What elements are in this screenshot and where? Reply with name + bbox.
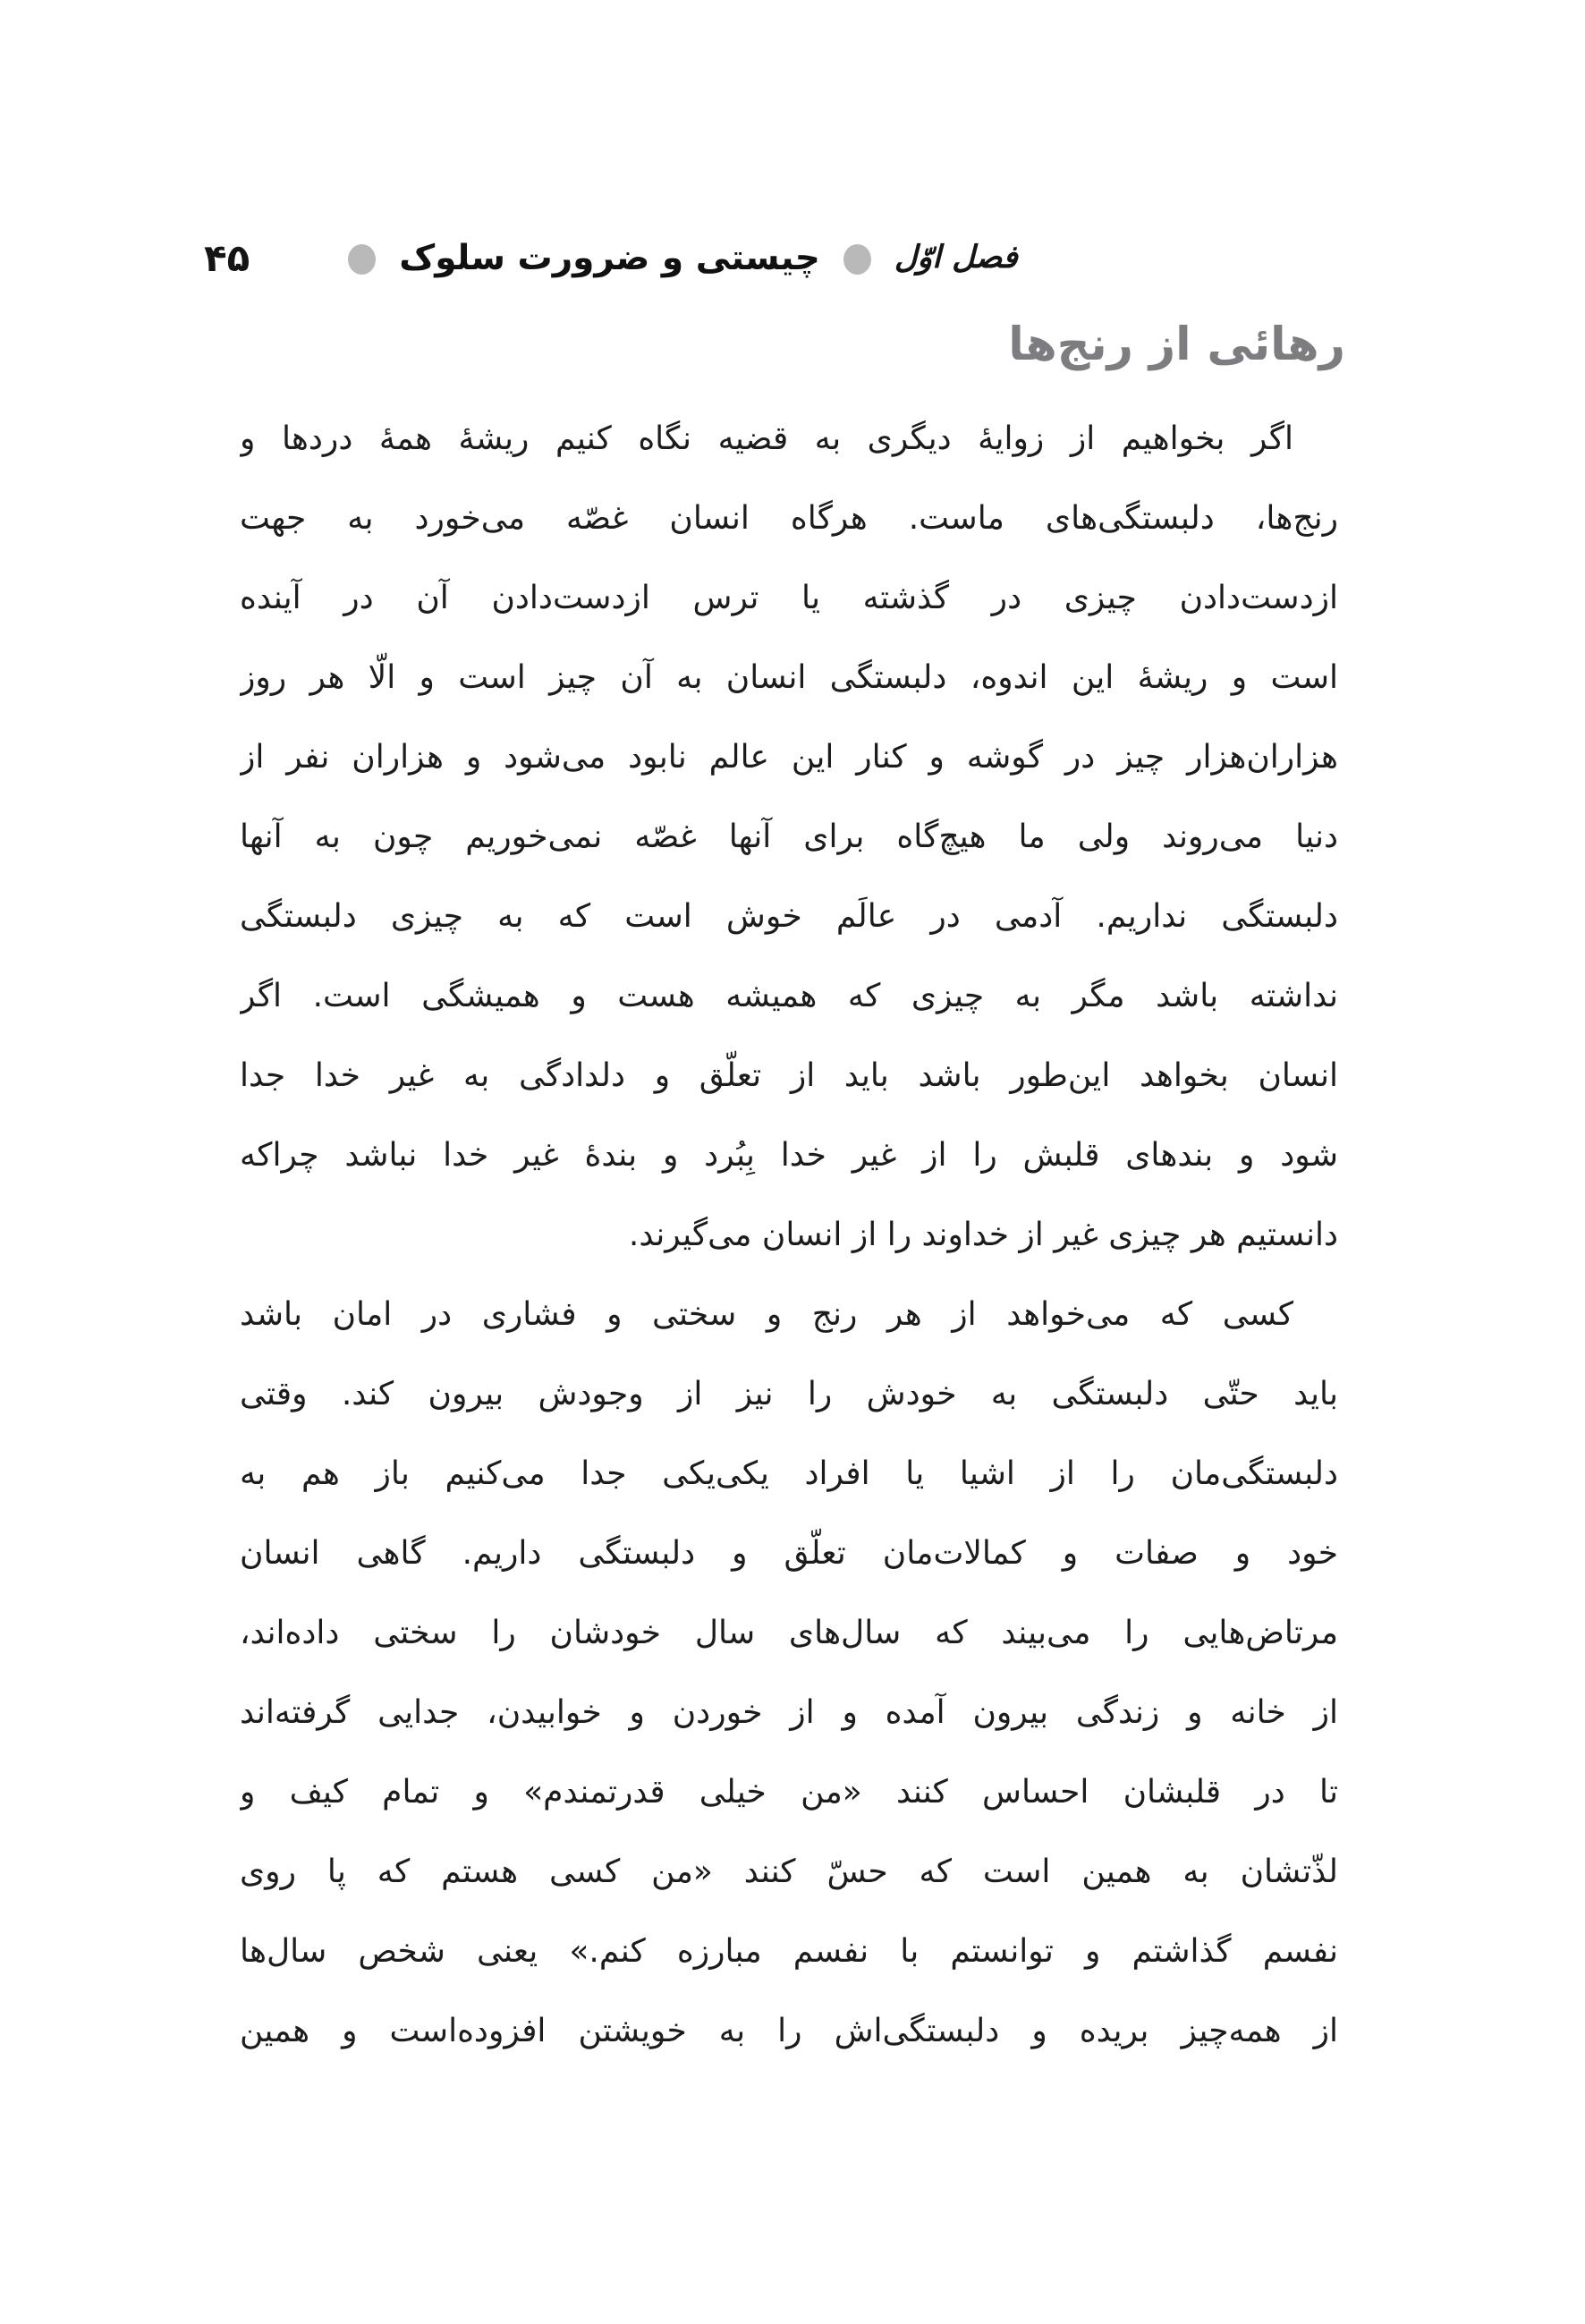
body-text [240, 399, 1338, 2071]
running-header [204, 222, 1018, 293]
text-line: ازدست‌دادن چیزی در گذشته یا ترس ازدست‌دادن آن در آینده [240, 580, 1338, 616]
text-line: است و ریشهٔ این اندوه، دلبستگی انسان به آن چیز است و الّا هر روز [240, 659, 1338, 696]
chapter-title: چیستی و ضرورت سلوک [399, 237, 820, 278]
section-heading: رهائی از رنج‌ها [1008, 318, 1345, 371]
text-line: کسی که می‌خواهد از هر رنج و سختی و فشاری در امان باشد [240, 1296, 1293, 1333]
bullet-icon [843, 244, 871, 275]
text-line: انسان بخواهد این‌طور باشد باید از تعلّق و دلدادگی به غیر خدا جدا [240, 1057, 1338, 1094]
chapter-label: فصل اوّل [894, 240, 1018, 276]
bullet-icon [348, 244, 376, 275]
text-line: اگر بخواهیم از زوایهٔ دیگری به قضیه نگاه کنیم ریشهٔ همهٔ دردها و [240, 420, 1293, 457]
text-line: از همه‌چیز بریده و دلبستگی‌اش را به خویشتن افزوده‌است و همین [240, 2013, 1338, 2049]
text-line: خود و صفات و کمالات‌مان تعلّق و دلبستگی داریم. گاهی انسان [240, 1535, 1338, 1572]
text-line: باید حتّی دلبستگی به خودش را نیز از وجودش بیرون کند. وقتی [240, 1376, 1338, 1412]
text-line: نفسم گذاشتم و توانستم با نفسم مبارزه کنم.» یعنی شخص سال‌ها [240, 1933, 1338, 1970]
text-line: دلبستگی‌مان را از اشیا یا افراد یکی‌یکی جدا می‌کنیم باز هم به [240, 1455, 1338, 1492]
text-line: شود و بندهای قلبش را از غیر خدا بِبُرد و بندهٔ غیر خدا نباشد چراکه [240, 1137, 1338, 1174]
text-line: رنج‌ها، دلبستگی‌های ماست. هرگاه انسان غصّه می‌خورد به جهت [240, 500, 1338, 537]
text-line: تا در قلبشان احساس کنند «من خیلی قدرتمندم» و تمام کیف و [240, 1774, 1338, 1811]
text-line: هزاران‌هزار چیز در گوشه و کنار این عالم نابود می‌شود و هزاران نفر از [240, 739, 1338, 776]
text-line: از خانه و زندگی بیرون آمده و از خوردن و خوابیدن، جدایی گرفته‌اند [240, 1694, 1338, 1731]
text-line: مرتاض‌هایی را می‌بیند که سال‌های سال خودشان را سختی داده‌اند، [240, 1615, 1338, 1651]
text-line: نداشته باشد مگر به چیزی که همیشه هست و همیشگی است. اگر [240, 978, 1338, 1014]
text-line: دانستیم هر چیزی غیر از خداوند را از انسان می‌گیرند. [628, 1217, 1338, 1253]
text-line: دلبستگی نداریم. آدمی در عالَم خوش است که به چیزی دلبستگی [240, 898, 1338, 935]
text-line: لذّتشان به همین است که حسّ کنند «من کسی هستم که پا روی [240, 1853, 1338, 1890]
page-number: ۴۵ [204, 235, 250, 280]
text-line: دنیا می‌روند ولی ما هیچ‌گاه برای آنها غصّه نمی‌خوریم چون به آنها [240, 818, 1338, 855]
